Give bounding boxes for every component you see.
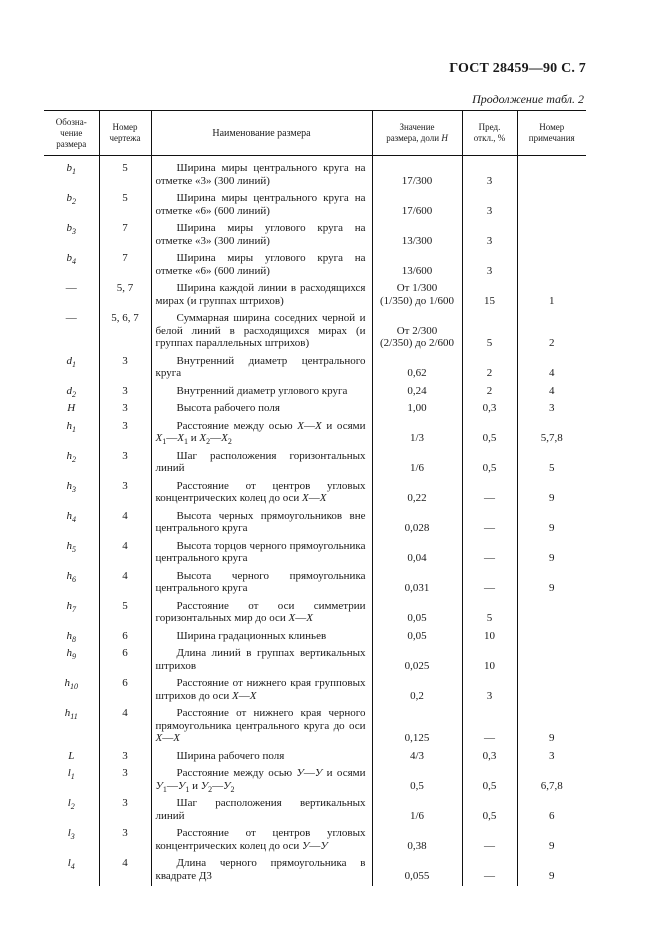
cell-tolerance: 5 bbox=[462, 599, 517, 629]
cell-name: Ширина миры углового круга на отметке «3» (300 линий) bbox=[151, 221, 372, 251]
cell-tolerance: — bbox=[462, 856, 517, 886]
cell-value: 1,00 bbox=[372, 401, 462, 419]
table-row bbox=[44, 749, 586, 767]
cell-name: Ширина градационных клиньев bbox=[151, 629, 372, 647]
cell-value: 0,22 bbox=[372, 479, 462, 509]
cell-note: 4 bbox=[517, 354, 586, 384]
cell-symbol: $h_6$ bbox=[66, 569, 76, 584]
cell-note bbox=[517, 251, 586, 281]
cell-note: 9 bbox=[517, 539, 586, 569]
cell-figure: 3 bbox=[99, 826, 151, 856]
cell-name: Ширина миры центрального круга на отметке «6» (600 линий) bbox=[151, 191, 372, 221]
table-row bbox=[44, 221, 586, 251]
cell-figure: 5 bbox=[99, 191, 151, 221]
table-row bbox=[44, 796, 586, 826]
cell-name: Внутренний диаметр центрального круга bbox=[151, 354, 372, 384]
dimensions-table bbox=[44, 110, 586, 886]
cell-note: 9 bbox=[517, 569, 586, 599]
cell-figure: 4 bbox=[99, 509, 151, 539]
cell-value: От 2/300 (2/350) до 2/600 bbox=[372, 311, 462, 354]
cell-value: 0,125 bbox=[372, 706, 462, 749]
cell-name: Высота торцов черного прямоугольника центрального круга bbox=[151, 539, 372, 569]
cell-tolerance: 3 bbox=[462, 676, 517, 706]
cell-symbol: $h_{11}$ bbox=[64, 707, 78, 721]
table-row bbox=[44, 479, 586, 509]
table-body bbox=[44, 156, 586, 887]
col-header-tolerance: Пред. откл., % bbox=[462, 111, 517, 156]
cell-figure: 5 bbox=[99, 156, 151, 192]
cell-note: 4 bbox=[517, 384, 586, 402]
cell-name: Высота черных прямоугольников вне центрального круга bbox=[151, 509, 372, 539]
cell-name: Ширина каждой линии в расходящихся мирах (и группах штрихов) bbox=[151, 281, 372, 311]
cell-symbol: $h_5$ bbox=[66, 539, 76, 554]
cell-value: 0,5 bbox=[372, 766, 462, 796]
cell-tolerance: — bbox=[462, 826, 517, 856]
cell-tolerance: 10 bbox=[462, 646, 517, 676]
cell-figure: 3 bbox=[99, 401, 151, 419]
cell-value: 13/300 bbox=[372, 221, 462, 251]
cell-tolerance: — bbox=[462, 509, 517, 539]
cell-name: Ширина миры углового круга на отметке «6» (600 линий) bbox=[151, 251, 372, 281]
cell-figure: 4 bbox=[99, 706, 151, 749]
table-row bbox=[44, 766, 586, 796]
cell-value: От 1/300 (1/350) до 1/600 bbox=[372, 281, 462, 311]
cell-tolerance: — bbox=[462, 539, 517, 569]
cell-tolerance: — bbox=[462, 706, 517, 749]
cell-name: Расстояние от оси симметрии горизонтальных мир до оси X—X bbox=[151, 599, 372, 629]
cell-name: Расстояние между осью У—У и осями $У_1—У_1$ и $У_2—У_2$ bbox=[151, 766, 372, 796]
cell-name: Суммарная ширина соседних черной и белой линий в расходящихся мирах (и группах параллельных штрихов) bbox=[151, 311, 372, 354]
cell-value: 0,028 bbox=[372, 509, 462, 539]
cell-value: 0,04 bbox=[372, 539, 462, 569]
cell-name: Длина черного прямоугольника в квадрате Д3 bbox=[151, 856, 372, 886]
table-row bbox=[44, 676, 586, 706]
table-row bbox=[44, 646, 586, 676]
cell-figure: 3 bbox=[99, 419, 151, 449]
cell-name: Ширина рабочего поля bbox=[151, 749, 372, 767]
cell-note: 1 bbox=[517, 281, 586, 311]
cell-note bbox=[517, 629, 586, 647]
cell-symbol: $l_2$ bbox=[67, 797, 75, 811]
cell-note: 9 bbox=[517, 509, 586, 539]
cell-tolerance: 2 bbox=[462, 354, 517, 384]
table-row bbox=[44, 419, 586, 449]
cell-figure: 3 bbox=[99, 796, 151, 826]
table-row bbox=[44, 569, 586, 599]
cell-symbol: $l_4$ bbox=[67, 857, 75, 871]
cell-tolerance: 3 bbox=[462, 156, 517, 192]
cell-name: Высота черного прямоугольника центрального круга bbox=[151, 569, 372, 599]
col-header-value: Значение размера, доли H bbox=[372, 111, 462, 156]
col-header-symbol: Обозна- чение размера bbox=[44, 111, 99, 156]
table-row bbox=[44, 384, 586, 402]
cell-note: 9 bbox=[517, 826, 586, 856]
table-row bbox=[44, 599, 586, 629]
table-row bbox=[44, 156, 586, 192]
cell-symbol: L bbox=[68, 749, 75, 762]
cell-symbol: $b_1$ bbox=[66, 162, 76, 176]
cell-name: Шаг расположения горизонтальных линий bbox=[151, 449, 372, 479]
cell-note bbox=[517, 221, 586, 251]
cell-symbol: $b_2$ bbox=[66, 192, 76, 206]
cell-value: 17/300 bbox=[372, 156, 462, 192]
cell-symbol: $h_4$ bbox=[66, 509, 76, 524]
cell-tolerance: 0,5 bbox=[462, 419, 517, 449]
cell-note: 9 bbox=[517, 856, 586, 886]
cell-note bbox=[517, 599, 586, 629]
table-row bbox=[44, 281, 586, 311]
table-row bbox=[44, 856, 586, 886]
col-header-figure: Номер чертежа bbox=[99, 111, 151, 156]
cell-tolerance: 3 bbox=[462, 191, 517, 221]
cell-symbol: $h_2$ bbox=[66, 449, 76, 464]
cell-symbol: $l_3$ bbox=[67, 827, 75, 841]
cell-value: 0,05 bbox=[372, 629, 462, 647]
cell-value: 0,2 bbox=[372, 676, 462, 706]
cell-figure: 3 bbox=[99, 749, 151, 767]
table-row bbox=[44, 311, 586, 354]
cell-name: Внутренний диаметр углового круга bbox=[151, 384, 372, 402]
cell-tolerance: 10 bbox=[462, 629, 517, 647]
cell-value: 13/600 bbox=[372, 251, 462, 281]
table-row bbox=[44, 539, 586, 569]
cell-value: 0,055 bbox=[372, 856, 462, 886]
table-row bbox=[44, 629, 586, 647]
cell-symbol: $h_1$ bbox=[66, 419, 76, 434]
cell-note bbox=[517, 191, 586, 221]
cell-figure: 3 bbox=[99, 354, 151, 384]
cell-tolerance: 0,3 bbox=[462, 749, 517, 767]
cell-note bbox=[517, 676, 586, 706]
cell-tolerance: 0,5 bbox=[462, 449, 517, 479]
cell-figure: 6 bbox=[99, 629, 151, 647]
cell-figure: 6 bbox=[99, 646, 151, 676]
cell-figure: 5, 6, 7 bbox=[99, 311, 151, 354]
col-header-note: Номер примечания bbox=[517, 111, 586, 156]
table-row bbox=[44, 509, 586, 539]
cell-name: Шаг расположения вертикальных линий bbox=[151, 796, 372, 826]
cell-tolerance: 3 bbox=[462, 221, 517, 251]
cell-name: Расстояние между осью X—X и осями $X_1—X_1$ и $X_2—X_2$ bbox=[151, 419, 372, 449]
cell-symbol: $l_1$ bbox=[67, 767, 75, 781]
cell-note bbox=[517, 646, 586, 676]
cell-symbol: H bbox=[67, 402, 76, 414]
table-row bbox=[44, 826, 586, 856]
cell-figure: 3 bbox=[99, 449, 151, 479]
cell-value: 0,38 bbox=[372, 826, 462, 856]
cell-note: 3 bbox=[517, 749, 586, 767]
cell-note: 6 bbox=[517, 796, 586, 826]
cell-value: 4/3 bbox=[372, 749, 462, 767]
cell-value: 0,05 bbox=[372, 599, 462, 629]
cell-tolerance: 0,3 bbox=[462, 401, 517, 419]
cell-symbol: $d_1$ bbox=[66, 354, 76, 369]
cell-tolerance: 2 bbox=[462, 384, 517, 402]
cell-name: Расстояние от нижнего края групповых штрихов до оси X—X bbox=[151, 676, 372, 706]
table-row bbox=[44, 401, 586, 419]
cell-symbol: — bbox=[65, 312, 77, 324]
cell-name: Расстояние от центров угловых концентрических колец до оси У—У bbox=[151, 826, 372, 856]
table-row bbox=[44, 354, 586, 384]
cell-value: 0,24 bbox=[372, 384, 462, 402]
table-row bbox=[44, 251, 586, 281]
cell-name: Длина линий в группах вертикальных штрихов bbox=[151, 646, 372, 676]
cell-symbol: $h_9$ bbox=[66, 647, 76, 661]
page-header: ГОСТ 28459—90 С. 7 bbox=[449, 61, 586, 76]
cell-name: Высота рабочего поля bbox=[151, 401, 372, 419]
cell-tolerance: 5 bbox=[462, 311, 517, 354]
cell-symbol: $b_4$ bbox=[66, 252, 76, 266]
cell-name: Ширина миры центрального круга на отметке «3» (300 линий) bbox=[151, 156, 372, 192]
cell-figure: 4 bbox=[99, 539, 151, 569]
cell-name: Расстояние от нижнего края черного прямоугольника центрального круга до оси X—X bbox=[151, 706, 372, 749]
cell-figure: 7 bbox=[99, 251, 151, 281]
col-header-name: Наименование размера bbox=[151, 111, 372, 156]
cell-symbol: $h_7$ bbox=[66, 599, 76, 614]
cell-symbol: $b_3$ bbox=[66, 222, 76, 236]
cell-figure: 4 bbox=[99, 856, 151, 886]
cell-tolerance: 0,5 bbox=[462, 766, 517, 796]
cell-value: 0,025 bbox=[372, 646, 462, 676]
cell-name: Расстояние от центров угловых концентрических колец до оси X—X bbox=[151, 479, 372, 509]
cell-value: 1/6 bbox=[372, 796, 462, 826]
cell-figure: 6 bbox=[99, 676, 151, 706]
table-row bbox=[44, 449, 586, 479]
cell-note: 3 bbox=[517, 401, 586, 419]
cell-figure: 5 bbox=[99, 599, 151, 629]
cell-note bbox=[517, 156, 586, 192]
cell-figure: 3 bbox=[99, 384, 151, 402]
cell-value: 0,62 bbox=[372, 354, 462, 384]
cell-tolerance: 3 bbox=[462, 251, 517, 281]
cell-note: 6,7,8 bbox=[517, 766, 586, 796]
cell-figure: 7 bbox=[99, 221, 151, 251]
cell-tolerance: 15 bbox=[462, 281, 517, 311]
cell-value: 17/600 bbox=[372, 191, 462, 221]
table-row bbox=[44, 191, 586, 221]
table-row bbox=[44, 706, 586, 749]
cell-note: 5,7,8 bbox=[517, 419, 586, 449]
cell-figure: 3 bbox=[99, 479, 151, 509]
cell-symbol: $h_{10}$ bbox=[64, 677, 78, 691]
cell-tolerance: 0,5 bbox=[462, 796, 517, 826]
cell-symbol: $h_8$ bbox=[66, 629, 76, 644]
cell-note: 2 bbox=[517, 311, 586, 354]
cell-value: 0,031 bbox=[372, 569, 462, 599]
cell-note: 9 bbox=[517, 479, 586, 509]
cell-figure: 3 bbox=[99, 766, 151, 796]
cell-value: 1/6 bbox=[372, 449, 462, 479]
table-header-row bbox=[44, 111, 586, 156]
cell-symbol: $d_2$ bbox=[66, 384, 76, 399]
cell-figure: 5, 7 bbox=[99, 281, 151, 311]
cell-symbol: — bbox=[65, 282, 77, 294]
cell-tolerance: — bbox=[462, 569, 517, 599]
cell-note: 9 bbox=[517, 706, 586, 749]
cell-note: 5 bbox=[517, 449, 586, 479]
table-continuation-label: Продолжение табл. 2 bbox=[472, 92, 584, 106]
cell-tolerance: — bbox=[462, 479, 517, 509]
cell-value: 1/3 bbox=[372, 419, 462, 449]
cell-figure: 4 bbox=[99, 569, 151, 599]
cell-symbol: $h_3$ bbox=[66, 479, 76, 494]
